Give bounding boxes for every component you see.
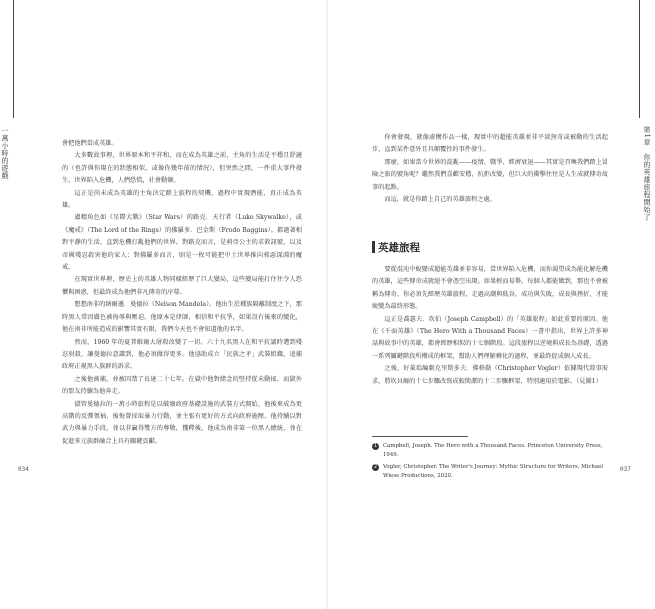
footnote-number-1: 1: [373, 443, 378, 449]
left-body-text: [62, 138, 302, 448]
section-heading: 英雄旅程: [378, 242, 420, 254]
footnote-1: [372, 442, 608, 460]
footnotes: [372, 442, 608, 484]
footnote-rule: [372, 436, 468, 437]
right-page-number: 037: [620, 466, 631, 473]
footnote-number-2: 2: [373, 464, 378, 470]
left-page-number: 034: [18, 466, 29, 473]
left-page: [0, 0, 327, 609]
right-paragraph-1: 你會發現，就像虛構作品一樣，現實中的超能英雄並非平淡無奇或被動的生活起步，直到某件意外且具顛覆性的事件發生。: [372, 134, 608, 154]
left-paragraph-7: 然而，1960 年的夏普維爾大屠殺改變了一切。六十九名黑人在和平抗議時遭到殘忍射殺，讓曼德拉意識到，他必須做得更多。他協助成立「民族之矛」武裝組織，追捕政府正視黑人族群的訴求。: [62, 338, 302, 371]
right-section-paragraph-3: 之後，好萊塢編劇克里斯多夫．佛格勒（Christopher Vogler）依據現代敘事需求，將坎貝爾的十七步驟改寫成較簡潔的十二步驟框架，特別適用於電影。（見圖1）: [372, 365, 608, 385]
left-paragraph-9: 儘管曼德拉的一萬小時旅程是以破壞政府基礎設施的武裝方式開始，他後來成為更高階的反彈領袖，後悔曾採取暴力行動，並主張有更好的方式向政府施壓。他持續以對武力與暴力手段，並以非贏得雙方的尊敬，獲釋後，他成為南非第一位黑人總統，並在促進多元族群融合上具有關鍵貢獻。: [62, 400, 302, 445]
left-paragraph-4: 盧精角色如《星際大戰》（Star Wars）的路克．天行者（Luke Skywalke），或《魔戒》（The Lord of the Rings）的佛羅多．巴金斯（Frodo Baggins）。都過著相對平靜的生活，直到危機打亂他們的世界。對路克而言，是莉亞公主的求救訊號，以及帝國殘忍殺害他的家人；對佛羅多而言，則是一枚可能把中土世界推向邪惡深淵的魔戒。: [62, 214, 302, 272]
right-paragraph-2: 那麼，如果當今世界的混亂——疫情、戰爭、經濟衰退——其實是召喚我們踏上冒險之旅的號角呢？繼然我們喜歡安穩，抗拒改變，但巨大的衝擊往往是人生成就傳奇故事的起點。: [372, 158, 608, 191]
footnote-2: [372, 463, 608, 481]
footnote-text-2: Vogler, Christopher. The Writer's Journey: Mythic Structure for Writers. Michael Wiese Productions, 2020.: [383, 464, 603, 479]
right-body-section: [372, 264, 608, 388]
right-page: [328, 0, 655, 609]
right-body-top: [372, 132, 608, 206]
section-heading-marker: [372, 241, 375, 253]
right-margin-rule: [639, 0, 640, 118]
left-paragraph-2: 大多數故事裡，世界原本和平祥和，而在成為英雄之前，主角的生活是平穩且舒適的（也許與你現在的狀態相似，或像你幾年前的情況），但突然之間，一件重大事件發生，世界陷入危機，人們恐慌，社會動盪。: [62, 152, 302, 185]
left-paragraph-6: 想想南非的納爾遜．曼德拉（Nelson Mandela）。他出生於種族隔離制度之下，那時黑人常因膚色被侮辱與壓迫。他原本是律師，相信和平抗爭，如果沒有後來的變化，他在南非所能造成的影響其實有限，我們今天也不會知道他的名字。: [62, 301, 302, 334]
right-section-paragraph-2: 這正是喬瑟夫．坎伯（Joseph Campbell）的「英雄旅程」如此重要的原因。他在《千面英雄》（The Hero With a Thousand Faces）一書中指出，世界上許多神話與故事中的英雄，都會經歷相似的十七個階段。這段旅程以逆境與成長為基礎，透過一系列關鍵階段所構成的框架，幫助人們理解轉化的過程，並最終促成個人成長。: [372, 315, 608, 360]
left-margin-rule: [13, 0, 14, 118]
right-paragraph-3: 而這，就是你踏上自己的英雄旅程之處。: [384, 196, 496, 204]
footnote-text-1: Campbell, Joseph. The Hero with a Thousand Faces. Princeton University Press, 1949.: [383, 443, 603, 458]
left-paragraph-3: 這正是尚未成為英雄的主角決定踏上旅程的契機，過程中實現潛能，真正成為英雄。: [62, 189, 302, 210]
right-section-paragraph-1: 要從混沌中蛻變成超能英雄並非容易，當世界陷入危機，而你渴望成為能化解危機的英雄，這些傳奇成就絕不會憑空出現。如果輕而易舉，每個人都能做到，那也不會被稱為傳奇。你必須先經歷英雄旅程，走過高潮與低谷，成功與失敗，成長與挫折，才能蛻變為最終形態。: [372, 266, 608, 311]
right-running-title: 第1章 你的英雄旅程開始了: [643, 126, 651, 221]
left-paragraph-5: 在現實世界裡，歷史上的英雄人物同樣經歷了巨大變局，這些變局能打住往令人恐懼與困惑，但最終成為他們非凡傳奇的序幕。: [62, 276, 302, 296]
left-paragraph-8: 之後他被捕，並被囚禁了長達二十七年。在獄中他對緒念的堅持從未動搖，而獄外的盟友持續為他奔走。: [62, 375, 302, 396]
left-paragraph-1: 會把他們當成英雄。: [62, 140, 118, 147]
left-running-title: 一萬小時的遊戲: [1, 127, 9, 180]
